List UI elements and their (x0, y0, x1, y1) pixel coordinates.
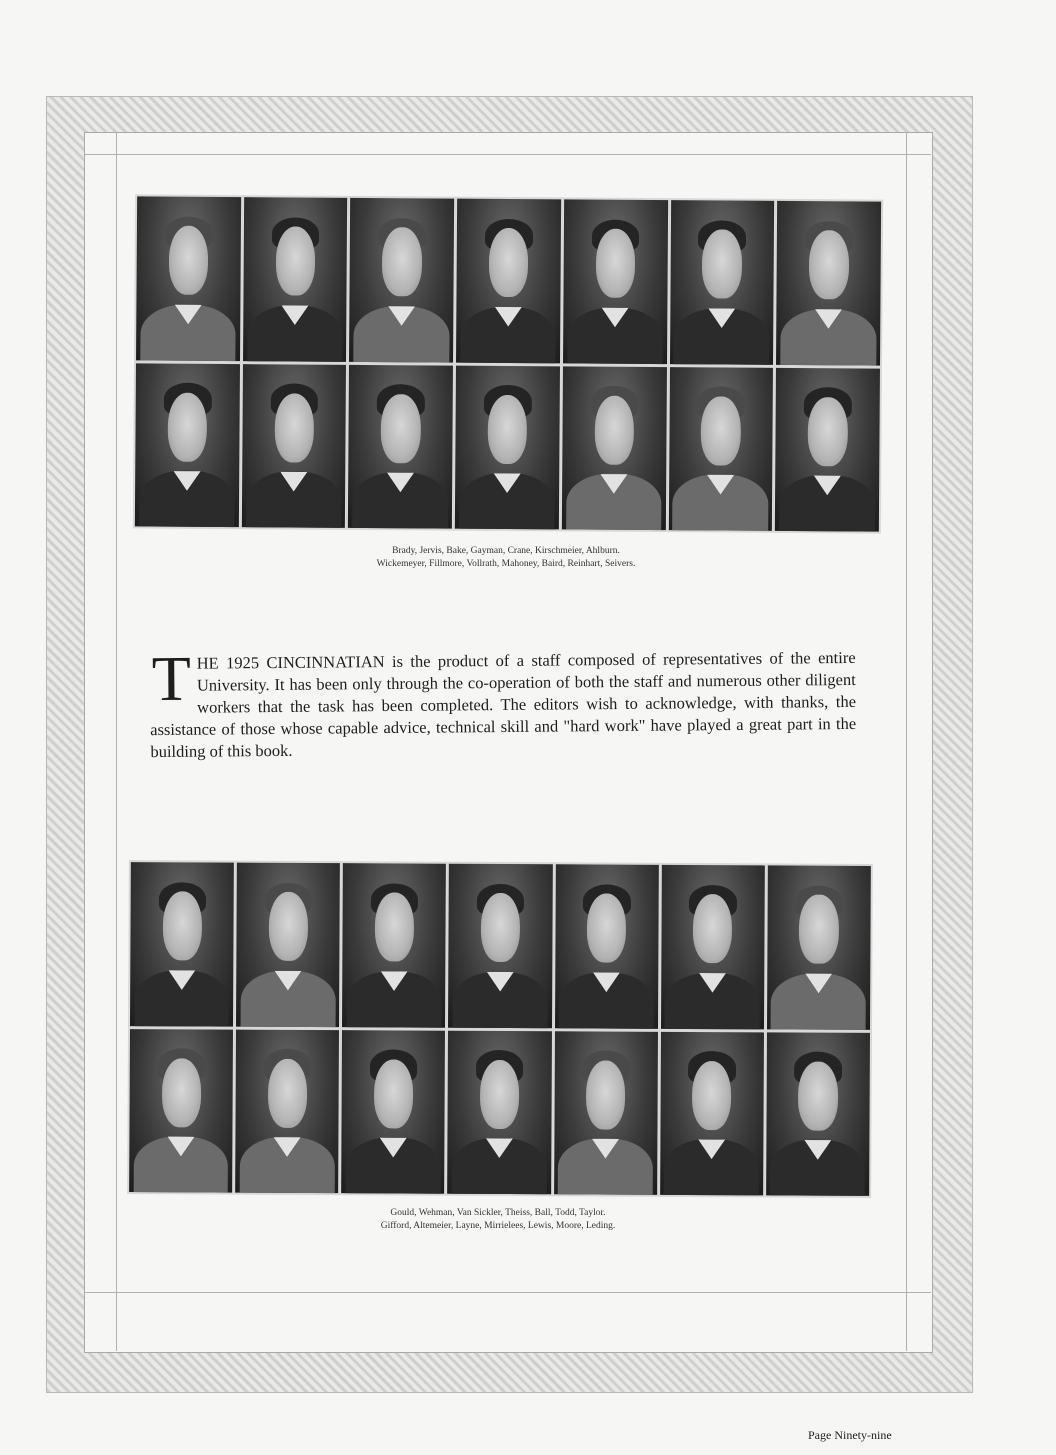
portrait-photo (349, 198, 454, 362)
portrait-photo (348, 364, 453, 528)
portrait-photo (562, 366, 667, 530)
portrait-photo (448, 1030, 552, 1194)
bottom-group-caption (128, 1207, 868, 1233)
portrait-photo (668, 367, 773, 531)
bottom-portrait-grid (127, 860, 873, 1198)
top-portrait-grid (133, 194, 883, 533)
frame-rule (84, 1292, 931, 1293)
portrait-photo (660, 1031, 764, 1195)
portrait-photo (455, 365, 560, 529)
caption-line: Brady, Jervis, Bake, Gayman, Crane, Kirschmeier, Ahlburn. (392, 546, 620, 556)
portrait-photo (554, 1031, 658, 1195)
portrait-photo (136, 196, 241, 360)
portrait-photo (236, 863, 340, 1027)
portrait-photo (776, 201, 881, 365)
portrait-photo (243, 197, 348, 361)
page-number: Page Ninety-nine (808, 1428, 892, 1442)
portrait-photo (235, 1029, 339, 1193)
top-group-caption (134, 545, 878, 571)
portrait-photo (129, 1029, 233, 1193)
staff-acknowledgment (150, 642, 857, 763)
caption-line: Gifford, Altemeier, Layne, Mirrielees, Lewis, Moore, Leding. (380, 1221, 616, 1231)
portrait-photo (766, 1032, 870, 1196)
portrait-photo (342, 863, 446, 1027)
portrait-photo (456, 199, 561, 363)
frame-rule (84, 154, 931, 155)
frame-rule (116, 132, 117, 1351)
frame-rule (906, 132, 907, 1351)
caption-line: Wickemeyer, Fillmore, Vollrath, Mahoney, Baird, Reinhart, Seivers. (376, 559, 636, 569)
portrait-photo (242, 364, 347, 528)
portrait-photo (130, 862, 234, 1026)
portrait-photo (341, 1030, 445, 1194)
portrait-photo (563, 199, 668, 363)
caption-line: Gould, Wehman, Van Sickler, Theiss, Ball, Todd, Taylor. (390, 1208, 606, 1218)
portrait-photo (775, 367, 880, 531)
portrait-photo (135, 363, 240, 527)
portrait-photo (448, 864, 552, 1028)
drop-cap: T (151, 642, 192, 715)
portrait-photo (555, 864, 659, 1028)
portrait-photo (767, 865, 871, 1029)
portrait-photo (670, 200, 775, 364)
acknowledgment-text: HE 1925 CINCINNATIAN is the product of a staff composed of representatives of the entire University. It has been only through the co-operation of both the staff and numerous other diligent workers that the task has been completed. The editors wish to acknowledge, with thanks, the assistance of those whose capable advice, technical skill and "hard work" have played a great part in the building of this book. (150, 647, 857, 762)
portrait-photo (661, 865, 765, 1029)
